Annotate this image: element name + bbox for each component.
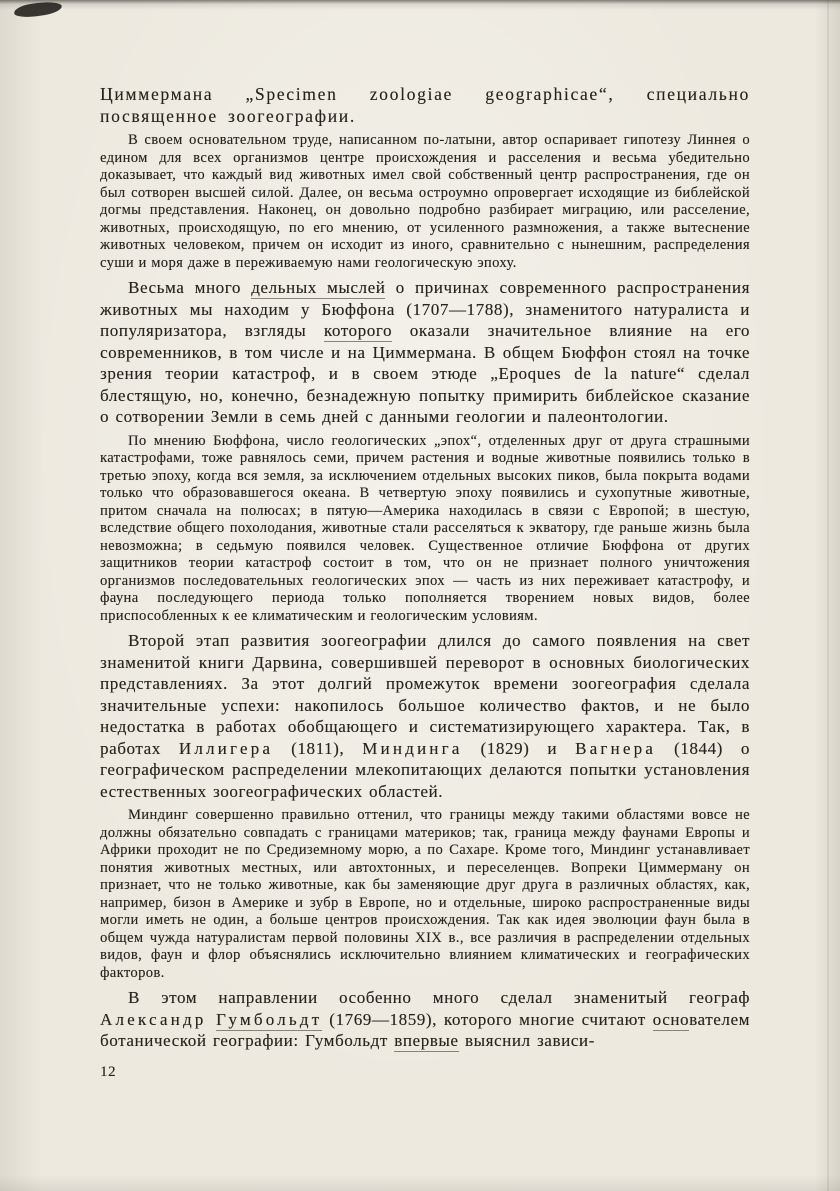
text-segment: Миндинг совершенно правильно оттенил, что границы между такими областями вовсе не должны обязательно совпадать с границами материков; так, граница между фаунами Европы и Африки проходит не по Средиземному морю, а по Сахаре. Кроме того, Миндинг устанавливает понятия животных местных, или автохтонных, и переселенцев. Вопреки Циммерману он признает, что не только животные, как бы заменяющие друг друга в различных областях, как, например, бизон в Америке и зубр в Европе, но и отдельные, широко распространенные виды могли иметь не один, а больше центров происхождения. Так как идея эволюции фаун была в общем чужда натуралистам первой половины XIX в., все различия в распределении отдельных видов, фаун и флор объяснялись исключительно влиянием климатических и географических факторов. xyxy=(100,807,750,981)
scan-edge-line xyxy=(827,0,829,1191)
paragraph xyxy=(100,132,750,272)
text-block xyxy=(100,84,750,1081)
pencil-underlined-text: дельных мыслей xyxy=(251,278,386,297)
emphasized-name: Миндинга xyxy=(362,738,463,758)
paragraph xyxy=(100,277,750,428)
text-segment: вателем ботанической географии: Гумбольдт xyxy=(100,1009,751,1050)
emphasized-name: Гумбольдт xyxy=(216,1009,323,1029)
text-segment: (1829) и xyxy=(462,738,576,758)
text-segment: о причинах современного распространения животных мы находим у Бюффона (1707—1788), знаменитого натуралиста и популяризатора, взгляды xyxy=(100,278,750,340)
emphasized-name: Иллигера xyxy=(178,738,274,758)
text-segment: Весьма много xyxy=(128,278,252,297)
text-segment: выяснил зависи- xyxy=(458,1031,595,1050)
text-segment: В этом направлении особенно много сделал знаменитый географ xyxy=(128,988,750,1007)
text-segment: Циммермана „Specimen zoologiae geographicae“, специально посвященное зоогеографии. xyxy=(100,84,750,126)
text-segment: (1811), xyxy=(273,738,363,758)
pencil-underlined-text: которого xyxy=(323,321,393,340)
paragraph xyxy=(100,433,750,626)
paragraph xyxy=(100,630,750,802)
paragraph xyxy=(100,987,750,1052)
page-number: 12 xyxy=(100,1063,116,1080)
emphasized-name: Вагнера xyxy=(575,738,657,758)
text-segment: оказали значительное влияние на его современников, в том числе и на Циммермана. В общем Бюффон стоял на точке зрения теории катастроф, и в своем этюде „Epoques de la nature“ сделал блестящую, но, конечно, безнадежную попытку примирить библейское сказание о сотворении Земли в семь дней с данными геологии и палеонтологии. xyxy=(100,321,750,426)
paragraphs-container xyxy=(100,84,750,1052)
text-segment: По мнению Бюффона, число геологических „эпох“, отделенных друг от друга страшными катастрофами, тоже равнялось семи, причем растения и водные животные появились только в третью эпоху, когда вся земля, за исключением отдельных высоких пиков, была покрыта водами только что образовавшегося океана. В четвертую эпоху появились и сухопутные животные, притом сначала на полюсах; в пятую—Америка находилась в связи с Европой; в шестую, вследствие общего похолодания, животные стали расселяться к экватору, где раньше жизнь была невозможна; в седьмую появился человек. Существенное отличие Бюффона от других защитников теории катастроф состоит в том, что он не признает полного уничтожения организмов последовательных геологических эпох — часть из них переживает катастрофу, и фауна последующего периода только пополняется творением новых видов, более приспособленных к ее климатическим и геологическим условиям. xyxy=(100,432,750,624)
scan-edge-shadow xyxy=(0,0,840,4)
emphasized-name: Александр xyxy=(100,1009,217,1029)
paragraph xyxy=(100,84,750,127)
text-segment: Второй этап развития зоогеографии длился до самого появления на свет знаменитой книги Дарвина, совершившей переворот в основных биологических представлениях. За этот долгий промежуток времени зоогеография сделала значительные успехи: накопилось большое количество фактов, и не было недостатка в работах обобщающего и систематизирующего характера. Так, в работах xyxy=(100,631,750,758)
text-segment: (1769—1859), которого многие считают xyxy=(322,1009,653,1029)
text-segment: (1844) о географическом распределении млекопитающих делаются попытки установления естественных зоогеографических областей. xyxy=(100,738,751,801)
paragraph xyxy=(100,807,750,982)
text-segment: В своем основательном труде, написанном по-латыни, автор оспаривает гипотезу Линнея о едином для всех организмов центре происхождения и расселения и весьма убедительно доказывает, что каждый вид животных имел свой собственный центр распространения, где он был сотворен высшей силой. Далее, он весьма остроумно опровергает исходящие из библейской догмы представления. Наконец, он довольно подробно разбирает миграцию, или расселение, животных, происходящую, по его мнению, от усиленного размножения, а также вытеснение животных человеком, причем он исходит из иного, сравнительно с нынешним, распределения суши и моря даже в переживаемую нами геологическую эпоху. xyxy=(100,132,750,271)
pencil-underlined-text: осно xyxy=(652,1009,690,1029)
pencil-underlined-text: впервые xyxy=(394,1031,459,1050)
